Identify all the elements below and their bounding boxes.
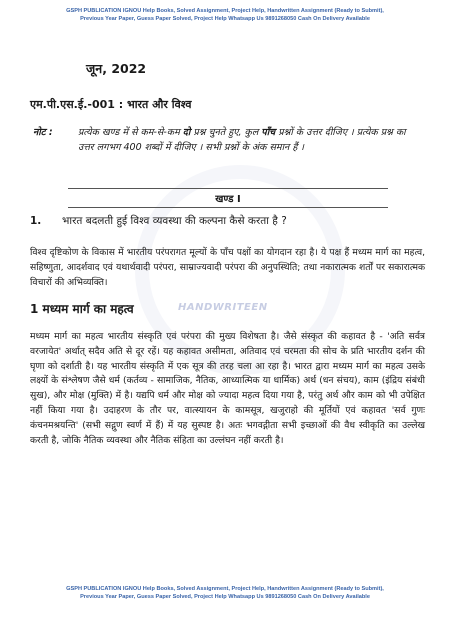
note-text-part: प्रश्न चुनते हुए, कुल: [190, 127, 262, 138]
watermark-text: HANDWRITEEN: [178, 302, 268, 313]
instructions-note: [28, 119, 420, 179]
footer-line-1: GSPH PUBLICATION IGNOU Help Books, Solved Assignment, Project Help, Handwritten Assignment (Ready to Submit),: [66, 586, 384, 592]
answer-heading: 1 मध्यम मार्ग का महत्व: [30, 302, 134, 316]
note-text-part: प्रश्नों के उत्तर दीजिए । प्रत्येक प्रश्न का उत्तर लगभग 400 शब्दों में दीजिए । सभी प्रश्नों के अंक समान हैं ।: [78, 127, 406, 153]
section-divider: [68, 188, 388, 208]
publisher-header: [20, 8, 430, 23]
section-label: खण्ड I: [215, 194, 241, 205]
footer-line-2: Previous Year Paper, Guess Paper Solved, Project Help Whatsapp Us 9891268050 Cash On Delivery Available: [80, 593, 370, 600]
note-bold-count: दो: [182, 127, 191, 138]
question-number: 1.: [30, 215, 42, 227]
answer-body: मध्यम मार्ग का महत्व भारतीय संस्कृति एवं परंपरा की मुख्य विशेषता है। जैसे संस्कृत की कहावत है - 'अति सर्वत्र वरजायेत' अर्थात् सदैव अति से दूर रहें। यह कहावत असीमता, अतिवाद एवं चरमता की सोच के प्रति भारतीय दर्शन की घृणा को दर्शाती है। यह भारतीय संस्कृति में एक सूत्र की तरह चला आ रहा है। भारत द्वारा मध्यम मार्ग का महत्व उसके लक्ष्यों के संश्लेषण जैसे धर्म (कर्तव्य - सामाजिक, नैतिक, आध्यात्मिक या धार्मिक) अर्थ (धन संचय), काम (इंद्रिय संबंधी सुख), और मोक्ष (मुक्ति) में है। यद्यपि धर्म और मोक्ष को ज्यादा महत्व दिया गया है, परंतु अर्थ और काम को भी उपेक्षित नहीं किया गया है। उदाहरण के तौर पर, वात्स्यायन के कामसूत्र, खजुराहो की मूर्तियों एवं कहावत 'सर्व गुणः कंचनमश्रयन्ति' (सभी सद्गुण स्वर्ण में हैं) में यह सुस्पष्ट है। अतः भगवद्गीता सभी इच्छाओं की वैध स्वीकृति का उल्लेख करती है, जोकि नैतिक व्यवस्था और नैतिक संहिता का उल्लंघन नहीं करती है।: [30, 331, 425, 446]
note-label: नोट :: [33, 127, 53, 138]
header-line-1: GSPH PUBLICATION IGNOU Help Books, Solved Assignment, Project Help, Handwritten Assignment (Ready to Submit),: [66, 8, 384, 14]
question-text: भारत बदलती हुई विश्व व्यवस्था की कल्पना कैसे करता है ?: [62, 215, 287, 227]
header-line-2: Previous Year Paper, Guess Paper Solved, Project Help Whatsapp Us 9891268050 Cash On Delivery Available: [80, 15, 370, 22]
publisher-footer: [20, 586, 430, 601]
note-text-part: प्रत्येक खण्ड में से कम-से-कम: [78, 127, 183, 138]
exam-date: जून, 2022: [86, 61, 147, 76]
answer-intro: विश्व दृष्टिकोण के विकास में भारतीय परंपरागत मूल्यों के पाँच पक्षों का योगदान रहा है। ये पक्ष हैं मध्यम मार्ग का महत्व, सहिष्णुता, आदर्शवाद एवं यथार्थवादी परंपरा, साम्राज्यवादी परंपरा की अनुपस्थिति; तथा नकारात्मक शर्तों पर सकारात्मक विचारों की अभिव्यक्ति।: [30, 247, 425, 288]
note-bold-total: पाँच: [261, 127, 276, 138]
note-text: [78, 125, 416, 155]
course-title: एम.पी.एस.ई.-001 : भारत और विश्व: [30, 98, 192, 111]
